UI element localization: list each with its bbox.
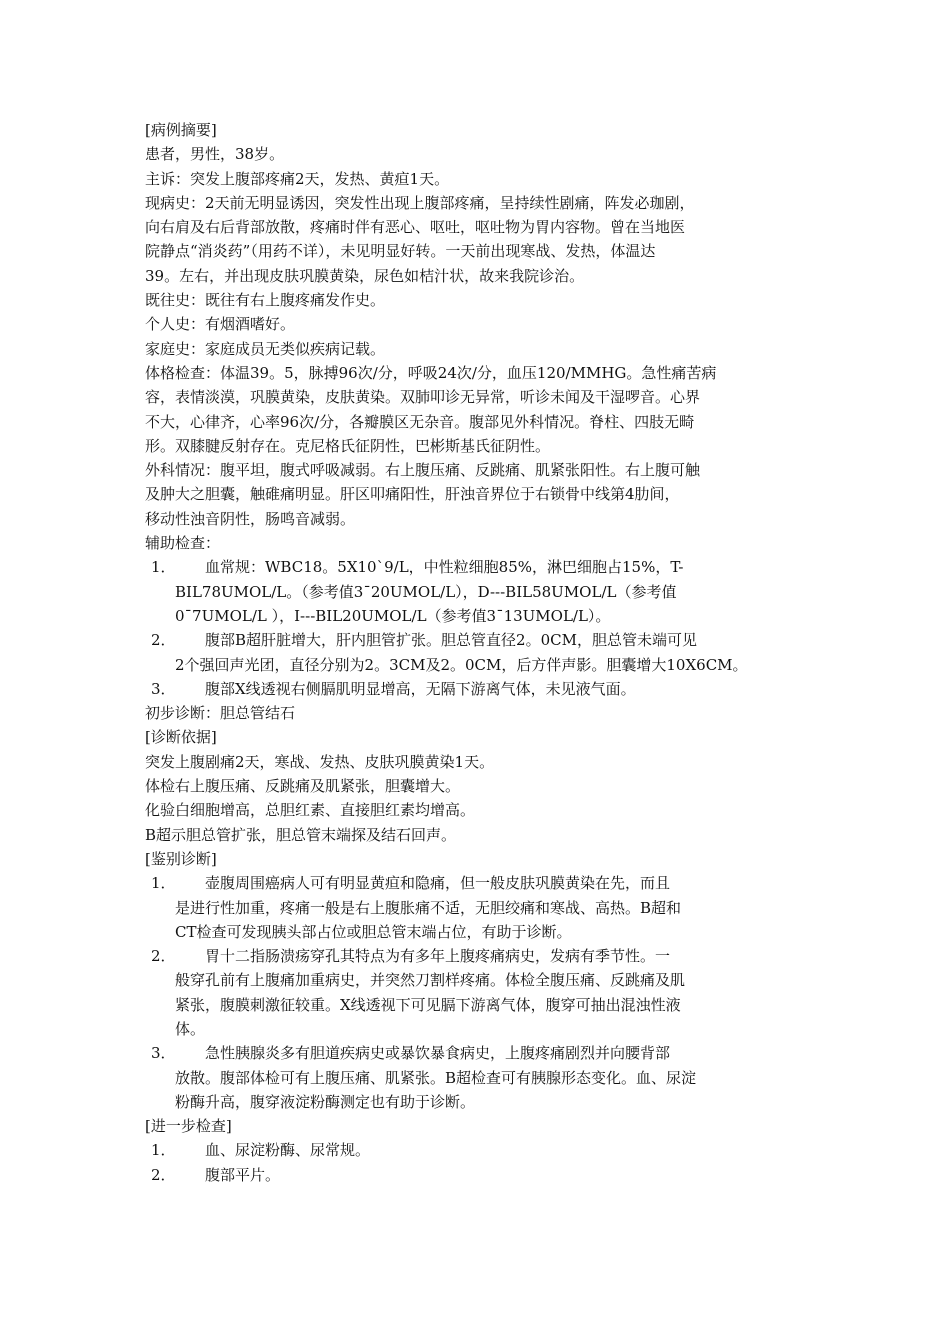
surgical-findings-line: 外科情况：腹平坦，腹式呼吸减弱。右上腹压痛、反跳痛、肌紧张阳性。右上腹可触 (145, 461, 701, 480)
present-illness-line: 向右肩及右后背部放散，疼痛时伴有恶心、呕吐，呕吐物为胃内容物。曾在当地医 (145, 218, 686, 237)
item-text-cont: 般穿孔前有上腹痛加重病史，并突然刀割样疼痛。体检全腹压痛、反跳痛及肌 (175, 971, 686, 990)
initial-diagnosis: 初步诊断：胆总管结石 (145, 704, 296, 723)
present-illness-line: 现病史：2天前无明显诱因，突发性出现上腹部疼痛，呈持续性剧痛，阵发必珈剧， (145, 193, 695, 212)
document-page (145, 118, 810, 1187)
section-heading-differential: [鉴别诊断] (145, 849, 217, 868)
chief-complaint: 主诉：突发上腹部疼痛2天，发热、黄疸1天。 (145, 169, 450, 188)
physical-exam-line: 形。双膝腱反射存在。克尼格氏征阴性，巴彬斯基氏征阴性。 (145, 436, 551, 455)
item-text-cont: 0¯7UMOL/L ），I---BIL20UMOL/L（参考值3¯13UMOL/L）。 (175, 606, 611, 625)
item-number: 3． (151, 679, 176, 698)
further-exam-item (145, 1163, 810, 1187)
basis-line: B超示胆总管扩张，胆总管末端探及结石回声。 (145, 825, 457, 844)
item-text-cont: CT检查可发现胰头部占位或胆总管末端占位，有助于诊断。 (175, 922, 572, 941)
further-exam-item (145, 1138, 810, 1162)
item-number: 2． (151, 947, 176, 966)
item-number: 1． (151, 874, 176, 893)
patient-info: 患者，男性，38岁。 (145, 145, 285, 164)
differential-item (145, 944, 810, 1041)
section-heading-summary: [病例摘要] (145, 121, 217, 139)
personal-history: 个人史：有烟酒嗜好。 (145, 315, 296, 334)
surgical-findings-line: 及肿大之胆囊，触碓痛明显。肝区叩痛阳性，肝浊音界位于右锁骨中线第4肋间， (145, 485, 680, 504)
aux-exam-item (145, 677, 810, 701)
aux-exam-item (145, 628, 810, 677)
item-number: 2． (151, 1165, 176, 1184)
present-illness-line: 39。左右，并出现皮肤巩膜黄染，尿色如桔汁状，故来我院诊治。 (145, 266, 585, 285)
item-text-cont: 是进行性加重，疼痛一般是右上腹胀痛不适，无胆绞痛和寒战、高热。B超和 (175, 898, 682, 917)
item-text: 血常规：WBC18。5X10`9/L，中性粒细胞85%，淋巴细胞占15%，T- (205, 558, 684, 577)
past-history: 既往史：既往有右上腹疼痛发作史。 (145, 291, 386, 310)
item-text: 急性胰腺炎多有胆道疾病史或暴饮暴食病史，上腹疼痛剧烈并向腰背部 (205, 1044, 671, 1063)
family-history: 家庭史：家庭成员无类似疾病记载。 (145, 339, 386, 358)
basis-line: 突发上腹剧痛2天，寒战、发热、皮肤巩膜黄染1天。 (145, 752, 495, 771)
item-text: 腹部B超肝脏增大，肝内胆管扩张。胆总管直径2。0CM，胆总管未端可见 (205, 631, 697, 650)
differential-item (145, 1041, 810, 1114)
item-text: 血、尿淀粉酶、尿常规。 (205, 1141, 371, 1160)
basis-line: 化验白细胞增高，总胆红素、直接胆红素均增高。 (145, 801, 476, 820)
item-text-cont: 放散。腹部体检可有上腹压痛、肌紧张。B超检查可有胰腺形态变化。血、尿淀 (175, 1068, 697, 1087)
surgical-findings-line: 移动性浊音阴性，肠鸣音减弱。 (145, 509, 356, 528)
item-text: 腹部X线透视右侧膈肌明显增高，无隔下游离气体，未见液气面。 (205, 679, 636, 698)
item-text-cont: 2个强回声光团，直径分别为2。3CM及2。0CM，后方伴声影。胆囊增大10X6CM。 (175, 655, 748, 674)
item-text-cont: BIL78UMOL/L。（参考值3¯20UMOL/L），D---BIL58UMOL/L（参考值 (175, 582, 677, 601)
physical-exam-line: 体格检查：体温39。5，脉搏96次/分，呼吸24次/分，血压120/MMHG。急性痛苦病 (145, 363, 717, 382)
physical-exam-line: 不大，心律齐，心率96次/分，各瓣膜区无杂音。腹部见外科情况。脊柱、四肢无畸 (145, 412, 695, 431)
section-heading-basis: [诊断依据] (145, 728, 217, 747)
item-text-cont: 体。 (175, 1019, 206, 1038)
aux-exam-label: 辅助检查： (145, 534, 221, 553)
item-text-cont: 粉酶升高，腹穿液淀粉酶测定也有助于诊断。 (175, 1092, 476, 1111)
item-number: 1． (151, 558, 176, 577)
basis-line: 体检右上腹压痛、反跳痛及肌紧张，胆囊增大。 (145, 777, 461, 796)
item-number: 1． (151, 1141, 176, 1160)
item-number: 3． (151, 1044, 176, 1063)
item-number: 2． (151, 631, 176, 650)
item-text: 腹部平片。 (205, 1165, 281, 1184)
physical-exam-line: 容，表情淡漠，巩膜黄染，皮肤黄染。双肺叩诊无异常，听诊未闻及干湿啰音。心界 (145, 388, 701, 407)
item-text: 胃十二指肠溃疡穿孔其特点为有多年上腹疼痛病史，发病有季节性。一 (205, 947, 671, 966)
item-text: 壶腹周围癌病人可有明显黄疸和隐痛，但一般皮肤巩膜黄染在先，而且 (205, 874, 671, 893)
present-illness-line: 院静点“消炎药”（用药不详），未见明显好转。一天前出现寒战、发热，体温达 (145, 242, 656, 261)
aux-exam-item (145, 555, 810, 628)
item-text-cont: 紧张，腹膜刺激征较重。X线透视下可见膈下游离气体，腹穿可抽出混浊性液 (175, 995, 681, 1014)
section-heading-further: [进一步检查] (145, 1117, 232, 1136)
differential-item (145, 871, 810, 944)
